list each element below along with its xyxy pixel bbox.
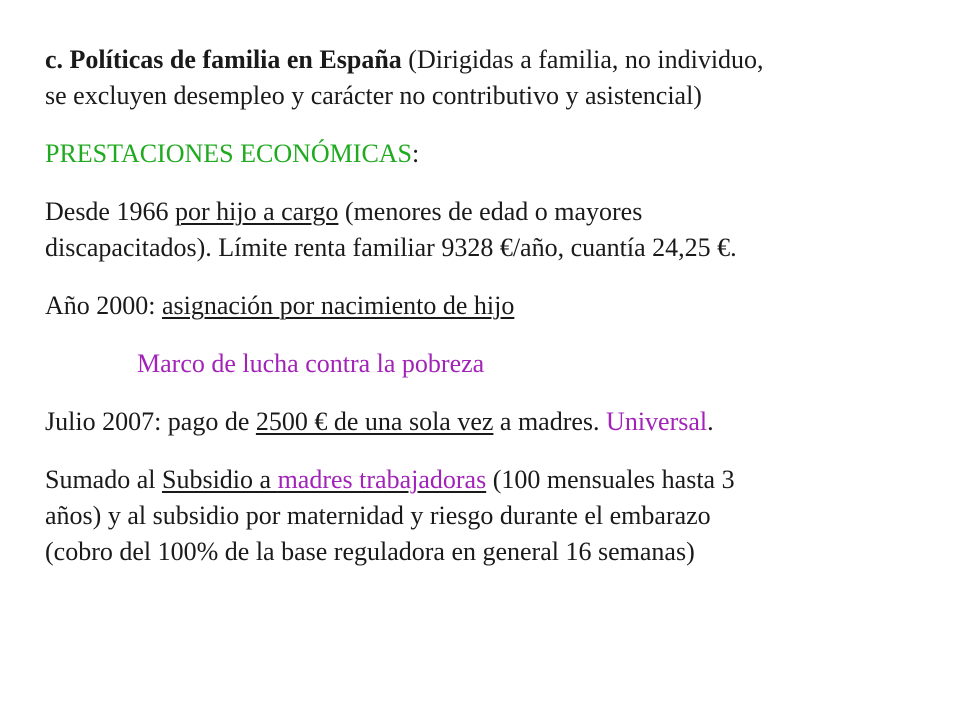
- para-1966-prefix: Desde 1966: [45, 197, 175, 226]
- heading-title: c. Políticas de familia en España: [45, 45, 402, 74]
- para-1966-rest: (menores de edad o mayores: [338, 197, 643, 226]
- para-sumado-prefix: Sumado al: [45, 465, 162, 494]
- para-2007-middle: a madres.: [493, 407, 607, 436]
- subsidio-link-black: Subsidio a: [162, 465, 278, 494]
- paragraph-2000: [45, 288, 925, 324]
- subsidio-link[interactable]: [162, 465, 486, 494]
- marco-text: Marco de lucha contra la pobreza: [137, 349, 485, 378]
- universal-label: Universal: [606, 407, 708, 436]
- heading-line-2: se excluyen desempleo y carácter no contributivo y asistencial): [45, 81, 702, 110]
- section-title-colon: :: [412, 139, 420, 168]
- madres-trabajadoras-link[interactable]: madres trabajadoras: [277, 465, 487, 494]
- para-sumado-rest: (100 mensuales hasta 3: [486, 465, 735, 494]
- heading-subtitle-part1: (Dirigidas a familia, no individuo,: [401, 45, 764, 74]
- section-title-block: [45, 136, 925, 172]
- heading-block: [45, 42, 925, 114]
- paragraph-2007: [45, 404, 925, 440]
- para-1966-line-2: discapacitados). Límite renta familiar 9328 €/año, cuantía 24,25 €.: [45, 233, 737, 262]
- para-2007-prefix: Julio 2007: pago de: [45, 407, 256, 436]
- marco-block: [137, 346, 960, 382]
- paragraph-1966: [45, 194, 925, 266]
- para-sumado-line-2: años) y al subsidio por maternidad y riesgo durante el embarazo: [45, 501, 711, 530]
- section-title: PRESTACIONES ECONÓMICAS: [45, 139, 413, 168]
- pago-unico-link[interactable]: 2500 € de una sola vez: [255, 407, 494, 436]
- para-sumado-line-3: (cobro del 100% de la base reguladora en general 16 semanas): [45, 537, 695, 566]
- para-2000-prefix: Año 2000:: [45, 291, 162, 320]
- asignacion-nacimiento-link[interactable]: asignación por nacimiento de hijo: [162, 291, 515, 320]
- heading-line-1: [45, 42, 925, 78]
- por-hijo-a-cargo-link[interactable]: por hijo a cargo: [174, 197, 339, 226]
- para-2007-end: .: [707, 407, 714, 436]
- paragraph-sumado: [45, 462, 925, 570]
